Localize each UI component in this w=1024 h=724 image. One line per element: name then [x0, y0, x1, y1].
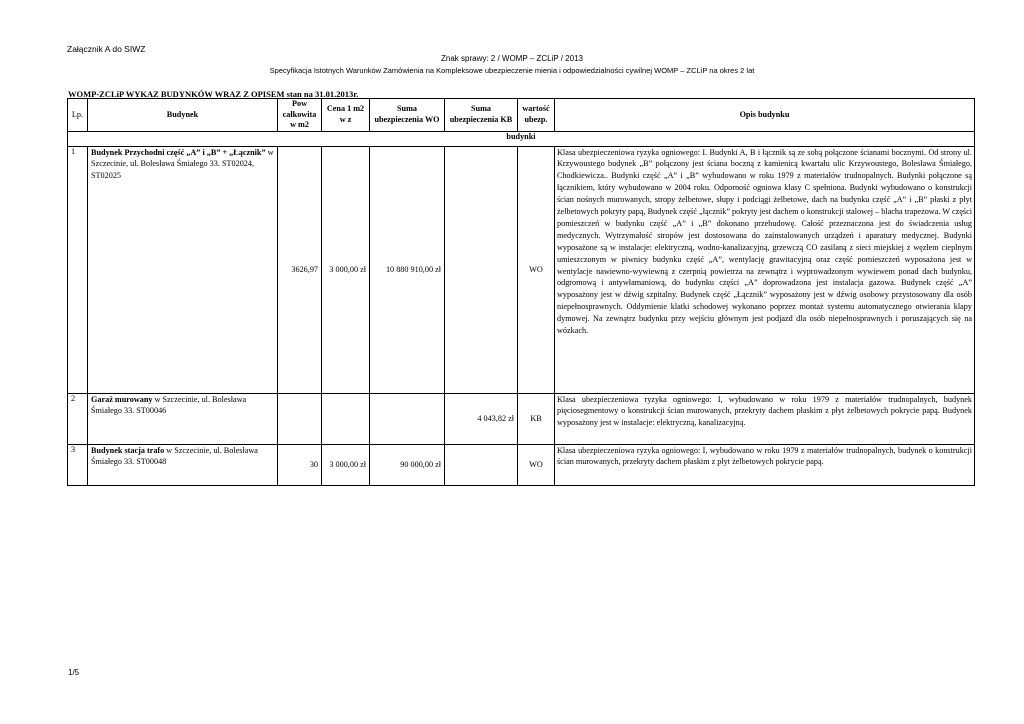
row-building	[88, 393, 278, 444]
col-lp: Lp.	[68, 99, 88, 132]
col-price	[322, 99, 370, 132]
row-sum-wo: 90 000,00 zł	[370, 444, 445, 485]
row-value-type: WO	[518, 146, 555, 393]
col-sum-kb-line1: Suma	[470, 104, 492, 114]
row-building-address: w Szczecinie, ul. Bolesława Śmiałego 33. ST02024, ST02025	[91, 147, 274, 181]
row-sum-wo	[370, 393, 445, 444]
table-row	[68, 444, 975, 485]
group-row	[68, 131, 975, 146]
col-area-line1: Pow	[291, 99, 307, 108]
row-area: 30	[278, 444, 322, 485]
case-reference: Znak sprawy: 2 / WOMP – ZCLiP / 2013	[441, 54, 583, 63]
col-building: Budynek	[88, 99, 278, 132]
page-number: 1/5	[68, 668, 80, 677]
row-sum-kb	[445, 146, 518, 393]
col-sum-kb	[445, 99, 518, 132]
row-building-address: w Szczecinie, ul. Bolesława Śmiałego 33. ST00048	[91, 445, 258, 467]
col-value	[518, 99, 555, 132]
row-building-name: Garaż murowany	[91, 394, 153, 404]
col-price-line1: Cena 1 m2	[326, 104, 365, 114]
row-sum-kb	[445, 444, 518, 485]
col-area-line3: w m2	[290, 120, 309, 129]
col-area	[278, 99, 322, 132]
attachment-label: Załącznik A do SIWZ	[67, 44, 146, 54]
col-price-line2: w z	[339, 114, 352, 124]
col-area-line2: całkowita	[282, 109, 317, 119]
row-building-address: w Szczecinie, ul. Bolesława Śmiałego 33. ST00046	[91, 394, 247, 416]
row-lp: 2	[68, 393, 88, 444]
row-description: Klasa ubezpieczeniowa ryzyka ogniowego: I, wybudowano w roku 1979 z materiałów trudnopalnych, budynek o konstrukcji ścian murowanych, przekryty dachem płaskim z płyt żelbetowych pokrycie papą.	[555, 444, 975, 485]
section-title: WOMP-ZCLiP WYKAZ BUDYNKÓW WRAZ Z OPISEM stan na 31.01.2013r.	[68, 89, 359, 99]
row-lp: 3	[68, 444, 88, 485]
col-value-line2: ubezp.	[524, 114, 548, 124]
row-sum-kb: 4 043,82 zł	[445, 393, 518, 444]
row-description: Klasa ubezpieczeniowa ryzyka ogniowego: I, wybudowano w roku 1979 z materiałów trudnopalnych, budynek pięciosegmentowy o konstrukcji ścian murowanych, przekryty dachem płaskim z płyt żelbetowych pokrycie papą. Budynek wyposażony jest w instalacje: elektryczną, kanalizacyjną.	[555, 393, 975, 444]
buildings-table	[67, 98, 975, 486]
col-value-line1: wartość	[522, 104, 550, 114]
row-building-name: Budynek stacja trafo	[91, 445, 165, 455]
row-lp: 1	[68, 146, 88, 393]
row-price: 3 000,00 zł	[322, 444, 370, 485]
row-building	[88, 146, 278, 393]
group-label: budynki	[68, 131, 975, 146]
row-description: Klasa ubezpieczeniowa ryzyka ogniowego: I. Budynki A, B i łącznik są ze sobą połączone ścianami bocznymi. Od strony ul. Krzywoustego budynek „B” połączony jest ściana boczną z kamienicą kwartału ulic Krzywoustego, Bolesława Śmiałego, Chodkiewicza.. Budynki część „A” i „B” wybudowano w roku 1979 z materiałów trudnopalnych. Budynki połączone są łącznikiem, który wybudowano w 2004 roku. Odporność ogniowa klasy C spełniona. Budynki wybudowano o konstrukcji ścian nośnych murowanych, stropy żelbetowe, słupy i podciągi żelbetowe, dach na budynku część „A” i „B” płaski z płyt żelbetowych pokryty papą, Budynek część „łącznik” pokryty jest dachem o konstrukcji stalowej – blacha trapezowa. W części pomieszczeń w budynku część „A” i „B” dokonano przebudowę. Całość przeznaczona jest do świadczenia usług medycznych. Wytrzymałość stropów jest dostosowana do zainstalowanych urządzeń i aparatury medycznej. Budynki wyposażone są w instalacje: elektryczną, wodno-kanalizacyjną, grzewczą CO zasilaną z sieci miejskiej z węzłem cieplnym umieszczonym w piwnicy budynku część „A”, wentylację grawitacyjną oraz część pomieszczeń wyposażona jest w wentylacje nawiewno-wywiewną z czerpnią powietrza na zewnątrz i wyprowadzonym wywiewem ponad dach budynku, odgromową i antywłamaniową, do budynku części „A” doprowadzona jest instalacja gazowa. Budynek część „A” wyposażony jest w dźwig szpitalny. Budynek część „Łącznik” wyposażony jest w dźwig osobowy przystosowany dla osób niepełnosprawnych. Oddymienie klatki schodowej wykonano poprzez montaż systemu automatycznego otwierania klapy dymowej. Na zewnątrz budynku przy wejściu głównym jest podjazd dla osób niepełnosprawnych i poruszających się na wózkach.	[555, 146, 975, 393]
row-area	[278, 393, 322, 444]
row-building	[88, 444, 278, 485]
table-row	[68, 393, 975, 444]
table-row	[68, 146, 975, 393]
row-price: 3 000,00 zł	[322, 146, 370, 393]
row-building-name: Budynek Przychodni część „A” i „B” + „Łącznik”	[91, 147, 266, 157]
header-row	[68, 99, 975, 132]
col-sum-wo-line1: Suma	[396, 104, 418, 114]
row-value-type: WO	[518, 444, 555, 485]
col-sum-kb-line2: ubezpieczenia KB	[449, 114, 513, 124]
specification-line: Specyfikacja Istotnych Warunków Zamówienia na Kompleksowe ubezpieczenie mienia i odpowiedzialności cywilnej WOMP – ZCLiP na okres 2 lat	[269, 66, 755, 75]
row-price	[322, 393, 370, 444]
col-description: Opis budynku	[555, 99, 975, 132]
col-sum-wo	[370, 99, 445, 132]
row-value-type: KB	[518, 393, 555, 444]
col-sum-wo-line2: ubezpieczenia WO	[374, 114, 440, 124]
row-area: 3626,97	[278, 146, 322, 393]
row-sum-wo: 10 880 910,00 zł	[370, 146, 445, 393]
